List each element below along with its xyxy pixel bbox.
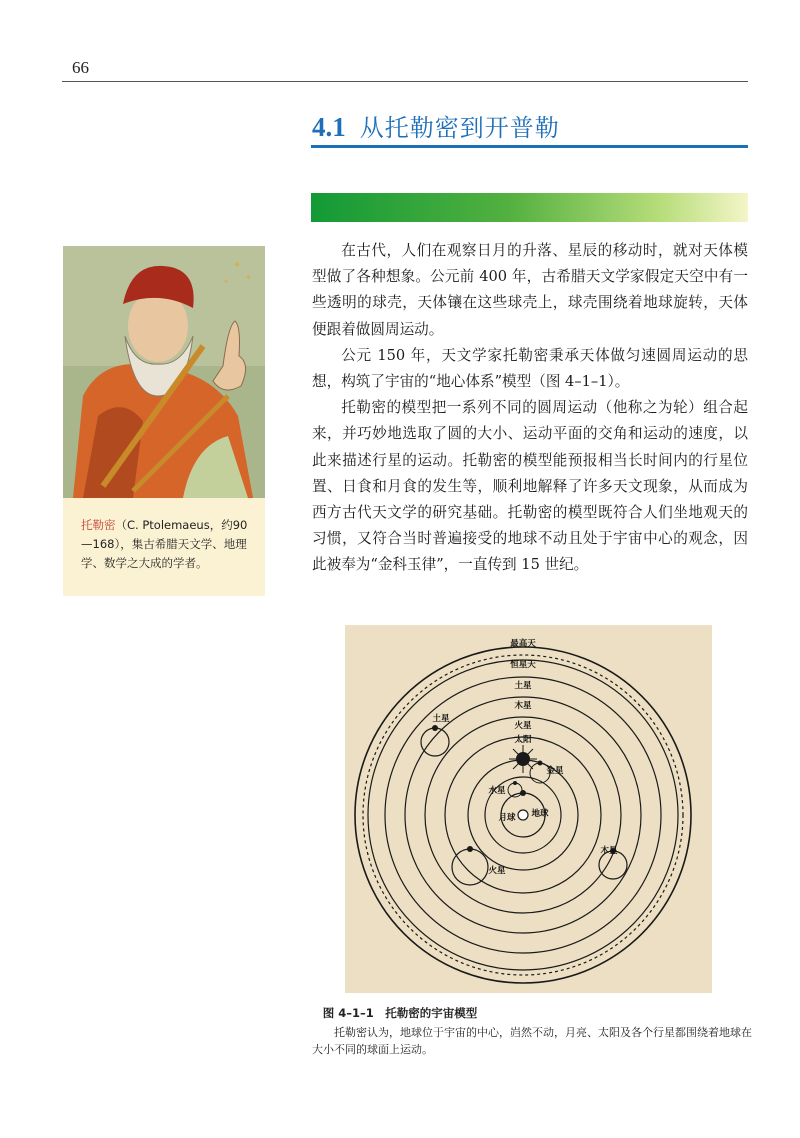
label-jupiter-epicycle: 木星	[600, 846, 618, 856]
label-mars-epicycle: 火星	[488, 866, 506, 876]
caption-description: （C. Ptolemaeus，约90—168），集古希腊天文学、地理学、数学之大成的学者。	[81, 518, 248, 570]
label-moon: 月球	[498, 813, 516, 823]
section-heading	[312, 108, 560, 144]
label-jupiter-sphere: 木星	[514, 701, 532, 711]
paragraph-2: 公元 150 年，天文学家托勒密秉承天体做匀速圆周运动的思想，构筑了宇宙的“地心体系”模型（图 4–1–1）。	[312, 346, 748, 391]
figure-caption-body: 托勒密认为，地球位于宇宙的中心，岿然不动，月亮、太阳及各个行星都围绕着地球在大小不同的球面上运动。	[312, 1026, 752, 1056]
paragraph-1: 在古代，人们在观察日月的升落、星辰的移动时，就对天体模型做了各种想象。公元前 400 年，古希腊天文学家假定天空中有一些透明的球壳，天体镶在这些球壳上，球壳围绕着地球旋转，天体便跟着做圆周运动。	[312, 242, 748, 338]
label-earth: 地球	[531, 809, 549, 819]
ptolemy-portrait-image	[63, 246, 265, 498]
geocentric-diagram	[345, 625, 712, 993]
label-saturn-epicycle: 土星	[432, 714, 450, 724]
label-outermost: 最高天	[510, 639, 536, 649]
label-mercury: 水星	[488, 786, 506, 796]
page-number: 66	[72, 58, 89, 77]
earth-icon	[518, 810, 528, 820]
portrait-sidebar	[63, 246, 265, 596]
section-title: 从托勒密到开普勒	[359, 114, 560, 142]
portrait-caption	[81, 516, 257, 573]
body-text	[312, 238, 748, 579]
label-sun: 太阳	[514, 735, 532, 745]
caption-name: 托勒密	[81, 518, 116, 532]
section-number: 4.1	[312, 112, 346, 142]
figure-geocentric-model	[345, 625, 712, 993]
title-underline	[311, 145, 748, 148]
label-mars-sphere: 火星	[514, 721, 532, 731]
saturn-epicycle	[421, 728, 449, 756]
svg-text:✦: ✦	[223, 278, 229, 286]
sun-icon	[509, 745, 537, 773]
svg-text:✦: ✦	[245, 273, 252, 282]
paragraph-3: 托勒密的模型把一系列不同的圆周运动（他称之为轮）组合起来，并巧妙地选取了圆的大小、运动平面的交角和运动的速度，以此来描述行星的运动。托勒密的模型能预报相当长时间内的行星位置、日食和月食的发生等，顺利地解释了许多天文现象，从而成为西方古代天文学的研究基础。托勒密的模型既符合人们坐地观天的习惯，又符合当时普遍接受的地球不动且处于宇宙中心的观念，因此被奉为“金科玉律”，一直传到 15 世纪。	[312, 399, 748, 574]
label-fixed-stars: 恒星天	[510, 660, 536, 670]
header-rule	[62, 81, 748, 82]
svg-text:✦: ✦	[233, 260, 242, 271]
figure-caption-title: 图 4–1–1 托勒密的宇宙模型	[322, 1006, 478, 1020]
mars-epicycle	[452, 849, 488, 885]
label-venus: 金星	[546, 766, 564, 776]
decorative-green-band	[311, 193, 748, 222]
label-saturn-sphere: 土星	[514, 681, 532, 691]
